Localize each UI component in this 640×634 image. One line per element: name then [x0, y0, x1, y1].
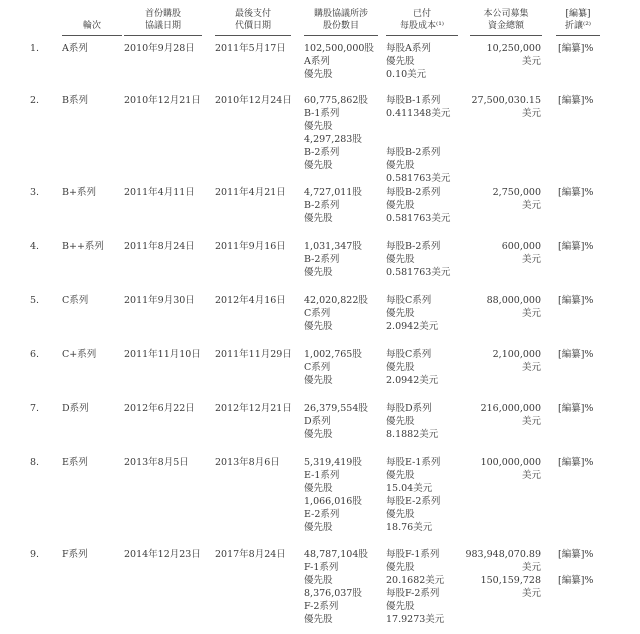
discount — [558, 456, 593, 482]
payment-date-line: 2012年12月21日 — [215, 403, 292, 414]
series-name — [62, 94, 88, 107]
cost-per-share — [386, 348, 438, 387]
agreement-date-line: 2010年9月28日 — [124, 43, 195, 54]
row-number — [30, 94, 39, 107]
share-count-line: A系列 — [304, 56, 330, 67]
share-count — [304, 402, 368, 441]
share-count — [304, 456, 362, 534]
row-number-line: 2. — [30, 95, 40, 106]
cost-per-share-line: 優先股 — [386, 362, 415, 373]
agreement-date — [124, 294, 195, 307]
discount — [558, 240, 593, 266]
share-count-line: 優先股 — [304, 429, 333, 440]
row-number — [30, 42, 39, 55]
agreement-date — [124, 348, 201, 361]
share-count-line: B-2系列 — [304, 200, 340, 211]
payment-date-line: 2011年5月17日 — [215, 43, 286, 54]
share-count-line: E-2系列 — [304, 509, 340, 520]
share-count-line: 8,376,037股 — [304, 588, 362, 599]
series-name-line: B+系列 — [62, 187, 96, 198]
total-raised — [471, 94, 541, 120]
header-series: 輪次 — [62, 20, 122, 32]
share-count-line: B-1系列 — [304, 108, 340, 119]
share-count-line: C系列 — [304, 308, 331, 319]
payment-date-line: 2011年11月29日 — [215, 349, 292, 360]
discount-line: [編纂]% — [558, 187, 594, 198]
payment-date — [215, 42, 286, 55]
row-number-line: 9. — [30, 549, 40, 560]
discount-line: [編纂]% — [558, 457, 594, 468]
cost-per-share-line: 優先股 — [386, 308, 415, 319]
series-name — [62, 294, 88, 307]
share-count-line: D系列 — [304, 416, 331, 427]
discount-line: [編纂]% — [558, 241, 594, 252]
discount — [558, 348, 593, 374]
total-raised-line: 美元 — [521, 362, 541, 373]
agreement-date-line: 2013年8月5日 — [124, 457, 189, 468]
cost-per-share-line: 0.581763美元 — [386, 173, 451, 184]
discount-line: [編纂]% — [558, 349, 594, 360]
cost-per-share-line: 15.04美元 — [386, 483, 433, 494]
total-raised-line: 美元 — [521, 308, 541, 319]
row-number-line: 5. — [30, 295, 40, 306]
header-cost: 已付 每股成本⁽¹⁾ — [386, 8, 458, 32]
share-count — [304, 186, 362, 225]
total-raised — [487, 294, 541, 320]
total-raised-line: 美元 — [521, 416, 541, 427]
share-count-line: 優先股 — [304, 213, 333, 224]
cost-per-share-line: 每股C系列 — [386, 349, 432, 360]
total-raised-line: 88,000,000 — [486, 295, 541, 306]
discount — [558, 294, 593, 320]
header-shares: 購股協議所涉 股份數目 — [304, 8, 378, 32]
share-count-line: B-2系列 — [304, 254, 340, 265]
series-name-line: B系列 — [62, 95, 88, 106]
share-count — [304, 240, 362, 279]
cost-per-share — [386, 186, 450, 225]
series-name — [62, 240, 104, 253]
row-number — [30, 456, 39, 469]
series-name — [62, 186, 96, 199]
payment-date — [215, 240, 286, 253]
share-count-line: 優先股 — [304, 483, 333, 494]
total-raised-line: 10,250,000 — [486, 43, 541, 54]
discount — [558, 402, 593, 428]
payment-date-line: 2011年9月16日 — [215, 241, 286, 252]
cost-per-share-line: 優先股 — [386, 509, 415, 520]
discount-line: [編纂]% — [558, 295, 594, 306]
series-name-line: F系列 — [62, 549, 88, 560]
row-number-line: 3. — [30, 187, 40, 198]
series-name-line: B++系列 — [62, 241, 104, 252]
share-count-line: 優先股 — [304, 69, 333, 80]
share-count-line: 優先股 — [304, 121, 333, 132]
agreement-date — [124, 456, 189, 469]
cost-per-share-line: 每股B-2系列 — [386, 187, 441, 198]
discount-line: [編纂]% — [558, 575, 594, 586]
total-raised — [502, 240, 541, 266]
total-raised-line: 2,100,000 — [492, 349, 541, 360]
agreement-date-line: 2012年6月22日 — [124, 403, 195, 414]
total-raised — [481, 402, 541, 428]
total-raised — [493, 186, 541, 212]
payment-date-line: 2013年8月6日 — [215, 457, 280, 468]
share-count — [304, 294, 368, 333]
discount — [558, 94, 593, 120]
payment-date-line: 2012年4月16日 — [215, 295, 286, 306]
total-raised — [481, 456, 541, 482]
total-raised-line: 美元 — [521, 108, 541, 119]
row-number-line: 4. — [30, 241, 40, 252]
row-number-line: 1. — [30, 43, 40, 54]
share-count — [304, 94, 368, 172]
payment-date — [215, 402, 292, 415]
total-raised — [465, 548, 541, 600]
cost-per-share-line — [386, 133, 450, 146]
cost-per-share-line: 每股F-2系列 — [386, 588, 440, 599]
agreement-date-line: 2011年8月24日 — [124, 241, 195, 252]
discount-line: [編纂]% — [558, 95, 594, 106]
agreement-date — [124, 548, 201, 561]
share-count-line: 48,787,104股 — [304, 549, 368, 560]
discount-line: [編纂]% — [558, 43, 594, 54]
agreement-date-line: 2010年12月21日 — [124, 95, 201, 106]
payment-date-line: 2017年8月24日 — [215, 549, 286, 560]
row-number — [30, 240, 39, 253]
share-count-line: 優先股 — [304, 614, 333, 625]
share-count-line: 優先股 — [304, 575, 333, 586]
agreement-date-line: 2014年12月23日 — [124, 549, 201, 560]
share-count-line: 5,319,419股 — [304, 457, 362, 468]
payment-date-line: 2010年12月24日 — [215, 95, 292, 106]
payment-date — [215, 186, 286, 199]
cost-per-share — [386, 294, 438, 333]
cost-per-share-line: 0.411348美元 — [386, 108, 451, 119]
row-number-line: 6. — [30, 349, 40, 360]
share-count-line: 優先股 — [304, 375, 333, 386]
total-raised-line: 216,000,000 — [480, 403, 541, 414]
header-discount: [編纂] 折讓⁽²⁾ — [556, 8, 600, 32]
header-payment-date: 最後支付 代價日期 — [215, 8, 291, 32]
share-count-line: 優先股 — [304, 160, 333, 171]
cost-per-share-line: 每股B-2系列 — [386, 241, 441, 252]
header-agreement-date: 首份購股 協議日期 — [124, 8, 202, 32]
cost-per-share-line: 0.581763美元 — [386, 213, 451, 224]
total-raised-line: 美元 — [521, 562, 541, 573]
share-count-line: E-1系列 — [304, 470, 340, 481]
discount — [558, 186, 593, 212]
row-number — [30, 294, 39, 307]
share-count-line: F-1系列 — [304, 562, 339, 573]
row-number — [30, 402, 39, 415]
agreement-date — [124, 94, 201, 107]
series-name — [62, 456, 88, 469]
cost-per-share — [386, 240, 450, 279]
agreement-date — [124, 186, 195, 199]
cost-per-share-line: 優先股 — [386, 56, 415, 67]
cost-per-share-line: 優先股 — [386, 254, 415, 265]
share-count-line: 1,031,347股 — [304, 241, 362, 252]
total-raised-line: 美元 — [521, 200, 541, 211]
series-name-line: A系列 — [62, 43, 88, 54]
share-count-line: 1,066,016股 — [304, 496, 362, 507]
cost-per-share-line: 優先股 — [386, 160, 415, 171]
cost-per-share-line: 20.1682美元 — [386, 575, 445, 586]
cost-per-share-line: 每股E-2系列 — [386, 496, 441, 507]
share-count — [304, 548, 368, 626]
row-number-line: 7. — [30, 403, 40, 414]
discount — [558, 548, 593, 600]
series-name-line: E系列 — [62, 457, 88, 468]
cost-per-share-line: 每股A系列 — [386, 43, 431, 54]
agreement-date — [124, 240, 195, 253]
cost-per-share-line: 優先股 — [386, 200, 415, 211]
total-raised-line: 美元 — [521, 254, 541, 265]
cost-per-share — [386, 456, 440, 534]
payment-date — [215, 94, 292, 107]
series-name — [62, 548, 88, 561]
cost-per-share-line: 每股B-2系列 — [386, 147, 441, 158]
cost-per-share-line: 每股B-1系列 — [386, 95, 441, 106]
cost-per-share-line — [386, 120, 450, 133]
payment-date — [215, 348, 292, 361]
agreement-date-line: 2011年9月30日 — [124, 295, 195, 306]
share-count-line: 4,727,011股 — [304, 187, 362, 198]
share-count-line: 4,297,283股 — [304, 134, 362, 145]
total-raised — [493, 348, 541, 374]
agreement-date — [124, 402, 195, 415]
cost-per-share-line: 優先股 — [386, 470, 415, 481]
total-raised-line: 600,000 — [501, 241, 541, 252]
row-number-line: 8. — [30, 457, 40, 468]
discount — [558, 42, 593, 68]
cost-per-share-line: 2.0942美元 — [386, 321, 439, 332]
total-raised-line: 美元 — [521, 470, 541, 481]
series-name — [62, 348, 96, 361]
cost-per-share-line: 優先股 — [386, 416, 415, 427]
cost-per-share-line: 每股C系列 — [386, 295, 432, 306]
share-count-line: F-2系列 — [304, 601, 339, 612]
series-name — [62, 42, 88, 55]
agreement-date-line: 2011年11月10日 — [124, 349, 201, 360]
cost-per-share-line: 每股D系列 — [386, 403, 432, 414]
share-count-line: 1,002,765股 — [304, 349, 362, 360]
cost-per-share — [386, 42, 431, 81]
cost-per-share-line: 18.76美元 — [386, 522, 433, 533]
discount-line: [編纂]% — [558, 549, 594, 560]
total-raised-line: 150,159,728 — [480, 575, 541, 586]
cost-per-share-line: 0.581763美元 — [386, 267, 451, 278]
total-raised-line: 100,000,000 — [480, 457, 541, 468]
discount-line: [編纂]% — [558, 403, 594, 414]
series-name-line: D系列 — [62, 403, 89, 414]
share-count-line: 優先股 — [304, 321, 333, 332]
share-count-line: 60,775,862股 — [304, 95, 368, 106]
share-count-line: C系列 — [304, 362, 331, 373]
payment-date-line: 2011年4月21日 — [215, 187, 286, 198]
share-count-line: 102,500,000股 — [304, 43, 374, 54]
share-count-line: B-2系列 — [304, 147, 340, 158]
row-number — [30, 548, 39, 561]
cost-per-share-line: 0.10美元 — [386, 69, 427, 80]
cost-per-share-line: 2.0942美元 — [386, 375, 439, 386]
share-count — [304, 348, 362, 387]
share-count-line: 42,020,822股 — [304, 295, 368, 306]
cost-per-share-line: 優先股 — [386, 601, 415, 612]
share-count-line: 優先股 — [304, 522, 333, 533]
series-name — [62, 402, 89, 415]
share-count-line: 26,379,554股 — [304, 403, 368, 414]
series-name-line: C系列 — [62, 295, 89, 306]
share-count-line: 優先股 — [304, 267, 333, 278]
cost-per-share — [386, 548, 444, 626]
row-number — [30, 348, 39, 361]
total-raised-line: 983,948,070.89 — [465, 549, 541, 560]
cost-per-share-line: 8.1882美元 — [386, 429, 439, 440]
cost-per-share-line: 17.9273美元 — [386, 614, 445, 625]
row-number — [30, 186, 39, 199]
total-raised-line: 美元 — [521, 588, 541, 599]
total-raised-line: 2,750,000 — [492, 187, 541, 198]
total-raised-line: 美元 — [521, 56, 541, 67]
series-name-line: C+系列 — [62, 349, 97, 360]
agreement-date — [124, 42, 195, 55]
payment-date — [215, 456, 280, 469]
cost-per-share-line: 優先股 — [386, 562, 415, 573]
payment-date — [215, 548, 286, 561]
cost-per-share-line: 每股E-1系列 — [386, 457, 441, 468]
cost-per-share-line: 每股F-1系列 — [386, 549, 440, 560]
agreement-date-line: 2011年4月11日 — [124, 187, 195, 198]
total-raised — [487, 42, 541, 68]
cost-per-share — [386, 94, 450, 185]
share-count — [304, 42, 374, 81]
cost-per-share — [386, 402, 438, 441]
payment-date — [215, 294, 286, 307]
total-raised-line: 27,500,030.15 — [471, 95, 541, 106]
header-total: 本公司募集 資金總額 — [470, 8, 542, 32]
